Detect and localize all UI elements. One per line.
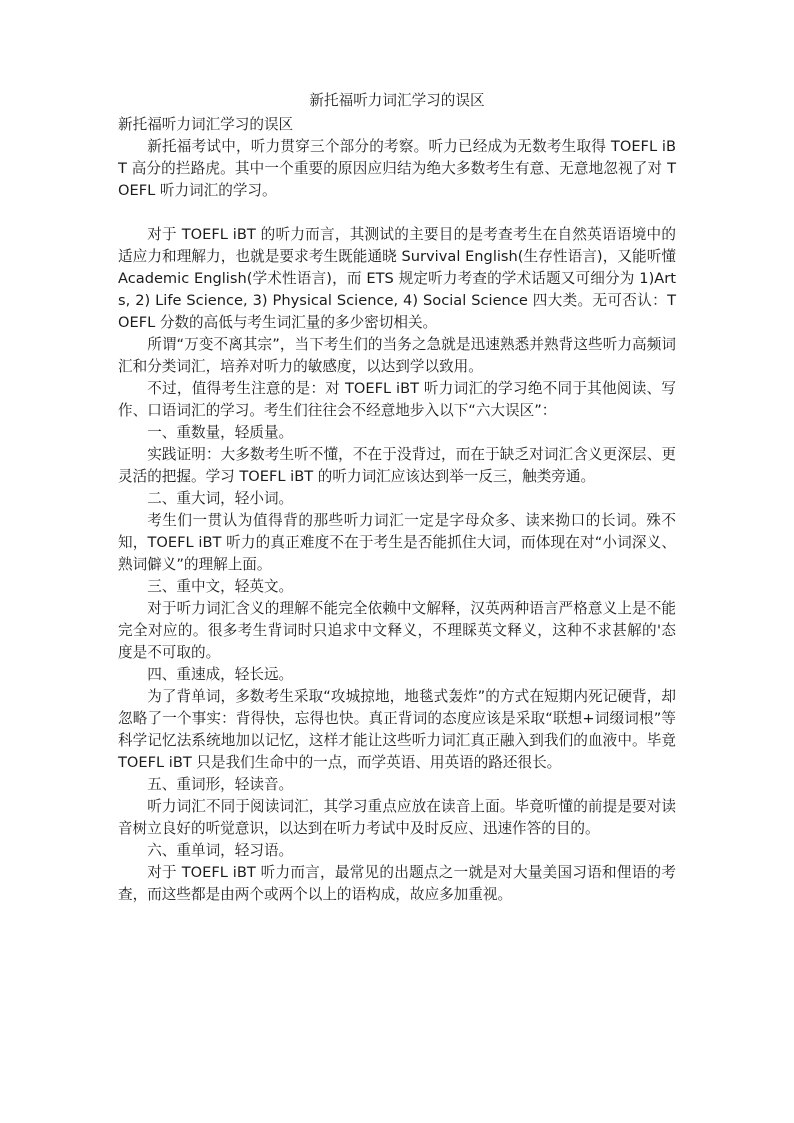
section-heading: 六、重单词，轻习语。 (147, 842, 294, 859)
paragraph: 对于 TOEFL iBT 听力而言，最常见的出题点之一就是对大量美国习语和俚语的考查，而这些都是由两个或两个以上的语构成，故应多加重视。 (118, 864, 676, 903)
paragraph: 实践证明：大多数考生听不懂，不在于没背过，而在于缺乏对词汇含义更深层、更灵活的把握。学习 TOEFL iBT 的听力词汇应该达到举一反三，触类旁通。 (118, 446, 676, 485)
document-title: 新托福听力词汇学习的误区 (309, 92, 485, 109)
paragraph: 不过，值得考生注意的是：对 TOEFL iBT 听力词汇的学习绝不同于其他阅读、写作、口语词汇的学习。考生们往往会不经意地步入以下“六大误区”： (118, 380, 676, 419)
paragraph: 新托福考试中，听力贯穿三个部分的考察。听力已经成为无数考生取得 TOEFL iBT 高分的拦路虎。其中一个重要的原因应归结为绝大多数考生有意、无意地忽视了对 TOEFL 听力词汇的学习。 (118, 138, 676, 199)
paragraph: 听力词汇不同于阅读词汇，其学习重点应放在读音上面。毕竟听懂的前提是要对读音树立良好的听觉意识，以达到在听力考试中及时反应、迅速作答的目的。 (118, 798, 676, 837)
section-heading: 四、重速成，轻长远。 (147, 666, 294, 683)
blank-line (118, 202, 676, 224)
paragraph: 为了背单词，多数考生采取“攻城掠地，地毯式轰炸”的方式在短期内死记硬背，却忽略了一个事实：背得快，忘得也快。真正背词的态度应该是采取“联想+词缀词根”等科学记忆法系统地加以记忆，这样才能让这些听力词汇真正融入到我们的血液中。毕竟 TOEFL iBT 只是我们生命中的一点，而学英语、用英语的路还很长。 (118, 688, 676, 771)
paragraph: 对于 TOEFL iBT 的听力而言，其测试的主要目的是考查考生在自然英语语境中的适应力和理解力，也就是要求考生既能通晓 Survival English(生存性语言)，又能听懂 Academic English(学术性语言)，而 ETS 规定听力考查的学术话题又可细分为 1)Arts, 2) Life Science, 3) Physical Science, 4) Social Science 四大类。无可否认：TOEFL 分数的高低与考生词汇量的多少密切相关。 (118, 226, 676, 331)
section-heading: 二、重大词，轻小词。 (147, 490, 294, 507)
paragraph: 考生们一贯认为值得背的那些听力词汇一定是字母众多、读来拗口的长词。殊不知，TOEFL iBT 听力的真正难度不在于考生是否能抓住大词，而体现在对“小词深义、熟词僻义”的理解上面。 (118, 512, 676, 573)
section-heading: 五、重词形，轻读音。 (147, 776, 294, 793)
section-heading: 三、重中文，轻英文。 (147, 578, 294, 595)
paragraph: 所谓“万变不离其宗”，当下考生们的当务之急就是迅速熟悉并熟背这些听力高频词汇和分类词汇，培养对听力的敏感度，以达到学以致用。 (118, 336, 676, 375)
section-heading: 一、重数量，轻质量。 (147, 424, 294, 441)
paragraph-subtitle: 新托福听力词汇学习的误区 (118, 116, 294, 133)
paragraph: 对于听力词汇含义的理解不能完全依赖中文解释，汉英两种语言严格意义上是不能完全对应的。很多考生背词时只追求中文释义，不理睬英文释义，这种不求甚解的'态度是不可取的。 (118, 600, 676, 661)
